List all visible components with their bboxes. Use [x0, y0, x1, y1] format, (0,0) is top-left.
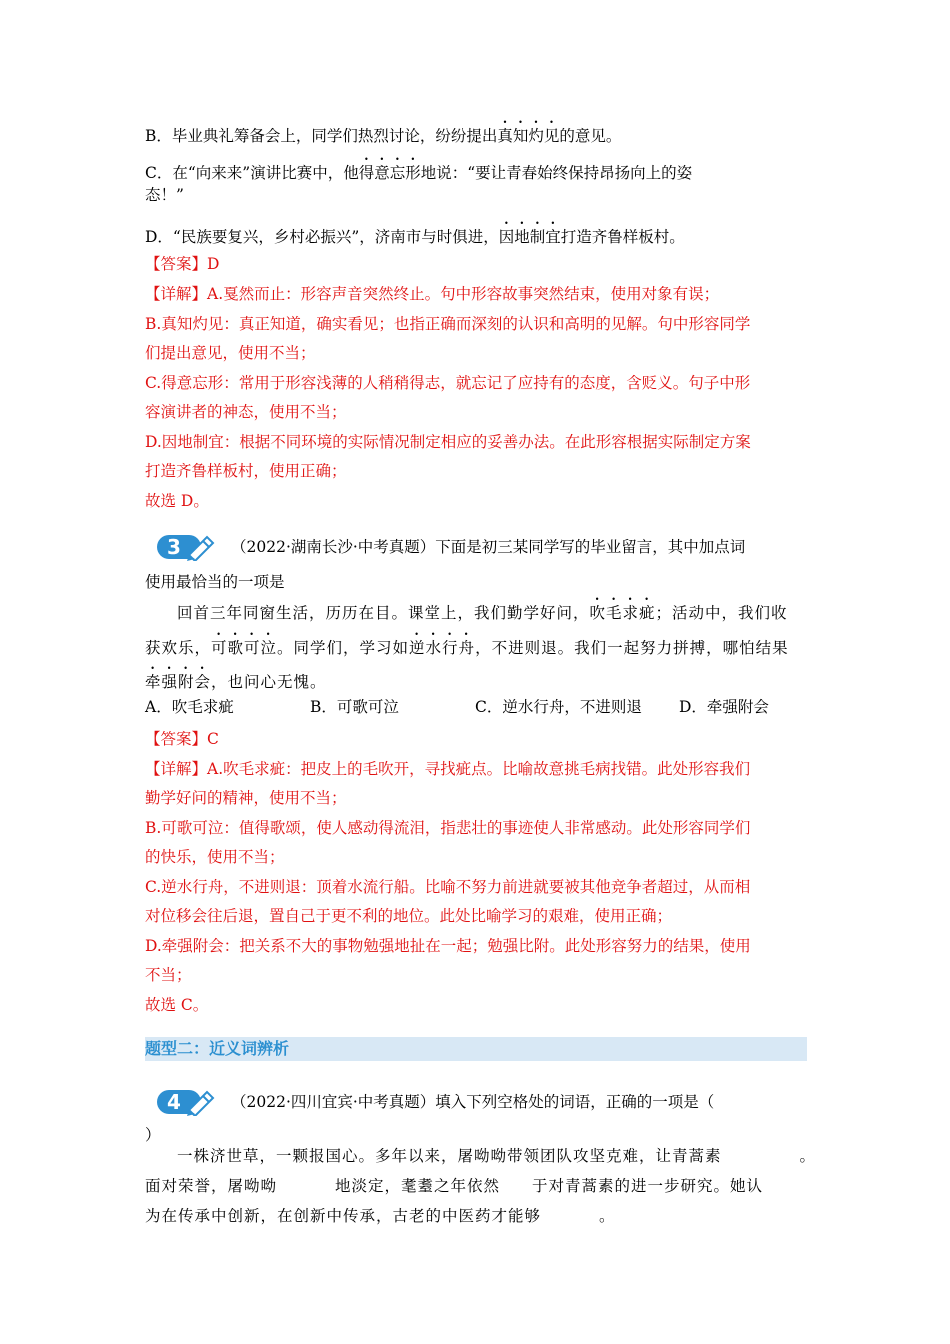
q2-analysis-line: 【详解】A.戛然而止：形容声音突然终止。句中形容故事突然结束，使用对象有误； [145, 285, 720, 303]
q2-option-c [145, 155, 692, 184]
q3-stem-cont: 使用最恰当的一项是 [145, 573, 285, 591]
text: ；活动中，我们收 [655, 604, 788, 622]
q3-analysis-line: 的快乐，使用不当； [145, 848, 285, 866]
q2-answer: 【答案】D [145, 255, 220, 273]
text: 地说：“要让青春始终保持昂扬向上的姿 [420, 164, 693, 182]
q2-option-c-cont: 态！” [145, 186, 184, 204]
text: B．毕业典礼筹备会上，同学们热烈讨论，纷纷提出 [145, 127, 498, 145]
text: ，也问心无愧。 [211, 673, 327, 691]
text: C．在“向来来”演讲比赛中，他 [145, 164, 359, 182]
text: ，不进则退。我们一起努力拼搏，哪怕结果 [475, 639, 789, 657]
question-number: 3 [167, 535, 181, 559]
q4-passage [145, 1205, 616, 1227]
pencil-icon [183, 531, 217, 561]
text: 一株济世草，一颗报国心。多年以来，屠呦呦带领团队攻坚克难，让青蒿素 [177, 1147, 722, 1165]
q4-passage [177, 1145, 816, 1167]
text: 于对青蒿素的进一步研究。她认 [532, 1177, 764, 1195]
q3-option-b: B．可歌可泣 [310, 698, 399, 716]
emphasis-word: 吹毛求疵 [589, 604, 656, 622]
q4-stem-cont: ） [145, 1126, 161, 1144]
text: 。 [599, 1207, 616, 1225]
q3-analysis-line: D.牵强附会：把关系不大的事物勉强地扯在一起；勉强比附。此处形容努力的结果，使用 [145, 937, 751, 955]
emphasis-word: 可歌可泣 [211, 639, 278, 657]
text: 的意见。 [559, 127, 622, 145]
question-number-badge [157, 1090, 201, 1114]
text: 。同学们，学习如 [277, 639, 410, 657]
q3-analysis-line: 不当； [145, 966, 192, 984]
q2-analysis-line: 故选 D。 [145, 492, 209, 510]
text: 地淡定，耄耋之年依然 [335, 1177, 501, 1195]
emphasis-word: 得意忘形 [358, 164, 421, 182]
q3-analysis-line: 勤学好问的精神，使用不当； [145, 789, 347, 807]
text: 面对荣誉，屠呦呦 [145, 1177, 278, 1195]
text: 打造齐鲁样板村。 [560, 228, 685, 246]
q4-stem: （2022·四川宜宾·中考真题）填入下列空格处的词语，正确的一项是（ [231, 1093, 715, 1111]
q4-passage [145, 1175, 763, 1197]
emphasis-word: 牵强附会 [145, 673, 212, 691]
emphasis-word: 真知灼见 [497, 127, 560, 145]
text: 获欢乐， [145, 639, 212, 657]
q3-option-d: D．牵强附会 [679, 698, 769, 716]
q2-analysis-line: C.得意忘形：常用于形容浅薄的人稍稍得志，就忘记了应持有的态度，含贬义。句子中形 [145, 374, 751, 392]
text: D．“民族要复兴，乡村必振兴”，济南市与时俱进， [145, 228, 499, 246]
question-number-badge [157, 535, 201, 559]
text: 为在传承中创新，在创新中传承，古老的中医药才能够 [145, 1207, 542, 1225]
q2-analysis-line: B.真知灼见：真正知道，确实看见；也指正确而深刻的认识和高明的见解。句中形容同学 [145, 315, 751, 333]
emphasis-word: 因地制宜 [498, 228, 561, 246]
q2-analysis-line: 们提出意见，使用不当； [145, 344, 316, 362]
q3-option-c: C．逆水行舟，不进则退 [475, 698, 642, 716]
question-number: 4 [167, 1090, 181, 1114]
q2-analysis-line: D.因地制宜：根据不同环境的实际情况制定相应的妥善办法。在此形容根据实际制定方案 [145, 433, 751, 451]
text: 回首三年同窗生活，历历在目。课堂上，我们勤学好问， [177, 604, 590, 622]
q2-option-d [145, 219, 685, 248]
emphasis-word: 逆水行舟 [409, 639, 476, 657]
q3-answer: 【答案】C [145, 730, 219, 748]
q3-analysis-line: B.可歌可泣：值得歌颂，使人感动得流泪，指悲壮的事迹使人非常感动。此处形容同学们 [145, 819, 751, 837]
q2-analysis-line: 打造齐鲁样板村，使用正确； [145, 462, 347, 480]
q2-analysis-line: 容演讲者的神态，使用不当； [145, 403, 347, 421]
q3-passage [177, 595, 788, 624]
q2-option-b [145, 118, 621, 147]
pencil-icon [183, 1086, 217, 1116]
q3-analysis-line: 对位移会往后退，置自己于更不利的地位。此处比喻学习的艰难，使用正确； [145, 907, 673, 925]
q3-analysis-line: 故选 C。 [145, 996, 209, 1014]
q3-passage [145, 664, 327, 693]
section-heading: 题型二：近义词辨析 [145, 1037, 807, 1061]
q3-stem: （2022·湖南长沙·中考真题）下面是初三某同学写的毕业留言，其中加点词 [231, 538, 746, 556]
text: 。 [799, 1147, 817, 1165]
q3-analysis-line: C.逆水行舟，不进则退：顶着水流行船。比喻不努力前进就要被其他竞争者超过，从而相 [145, 878, 751, 896]
q3-option-a: A．吹毛求疵 [145, 698, 234, 716]
q3-analysis-line: 【详解】A.吹毛求疵：把皮上的毛吹开，寻找疵点。比喻故意挑毛病找错。此处形容我们 [145, 760, 751, 778]
q3-passage [145, 630, 789, 659]
